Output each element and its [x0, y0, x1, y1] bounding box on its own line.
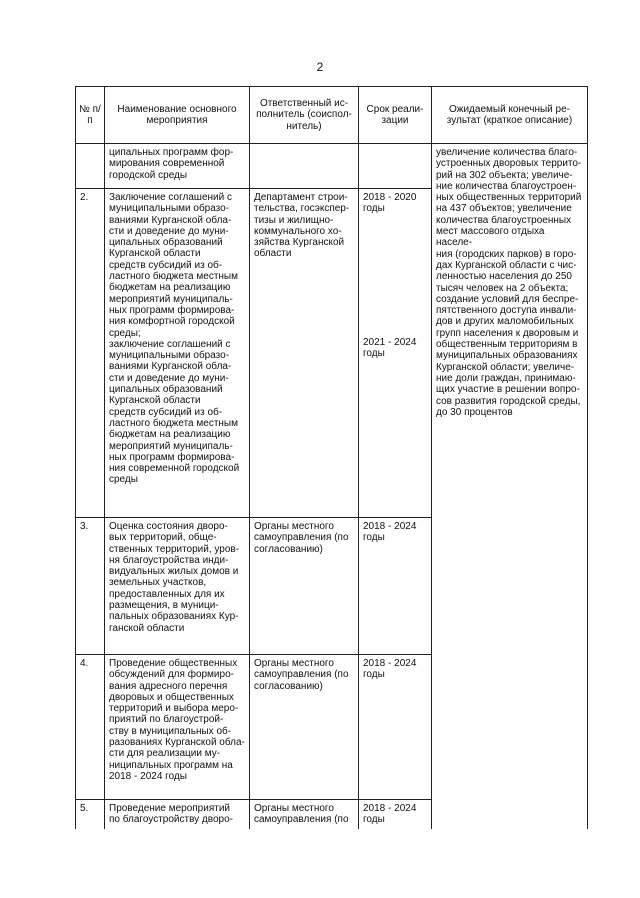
row-number-cell: 5.	[76, 800, 105, 829]
header-term: Срок реали- зации	[359, 87, 432, 144]
header-number: № п/ п	[76, 87, 105, 144]
table-row	[76, 144, 588, 189]
row-number-cell: 4.	[76, 655, 105, 800]
page-number: 2	[316, 60, 324, 74]
header-executor: Ответственный ис- полнитель (соиспол- нитель)	[250, 87, 359, 144]
term-second: 2021 - 2024 годы	[363, 336, 417, 359]
measure-name-cell: Проведение общественных обсуждений для формиро- вания адресного перечня дворовых и общественных территорий и выбора меро- приятий по благоустрой- ству в муниципальных об- разованиях Курганской обла- сти для реализации му- ниципальных программ на 2018 - 2024 годы	[105, 655, 250, 800]
measure-name-cell: Проведение мероприятий по благоустройству дворо-	[105, 800, 250, 829]
measure-name-cell: Заключение соглашений с муниципальными образо- ваниями Курганской обла- сти и доведение до муни- ципальных образований Курганской области средств субсидий из об- ластного бюджета местным бюджетам на реализацию мероприятий муниципаль- ных программ формирова- ния комфортной городской среды; заключение соглашений с муниципальными образо- ваниями Курганской обла- сти и доведение до муни- ципальных образований Курганской области средств субсидий из об- ластного бюджета местным бюджетам на реализацию мероприятий муниципаль- ных программ формирова- ния современной городской среды	[105, 189, 250, 518]
executor-cell	[250, 144, 359, 189]
table-header-row	[76, 87, 588, 144]
executor-cell: Органы местного самоуправления (по согласованию)	[250, 518, 359, 655]
term-first: 2018 - 2020 годы	[363, 192, 417, 215]
term-cell	[359, 189, 432, 518]
expected-result-cell: увеличение количества благо- устроенных дворовых террито- рий на 302 объекта; увеличе- ние количества благоустроен- ных общественных территорий на 437 объектов; увеличение количества благоустроенных мест массового отдыха населе- ния (городских парков) в горо- дах Курганской области с чис- ленностью населения до 250 тысяч человек на 2 объекта; создание условий для беспре- пятственного доступа инвали- дов и других маломобильных групп населения к дворовым и общественным территориям в муниципальных образованиях Курганской области; увеличе- ние доли граждан, принимаю- щих участие в решении вопро- сов развития городской среды, до 30 процентов	[432, 144, 588, 829]
term-cell: 2018 - 2024 годы	[359, 655, 432, 800]
term-cell: 2018 - 2024 годы	[359, 518, 432, 655]
measure-name-cell: Оценка состояния дворо- вых территорий, обще- ственных территорий, уров- ня благоустройства инди- видуальных жилых домов и земельных участков, предоставленных для их размещения, в муници- пальных образованиях Кур- ганской области	[105, 518, 250, 655]
measure-name-cell: ципальных программ фор- мирования современной городской среды	[105, 144, 250, 189]
term-cell: 2018 - 2024 годы	[359, 800, 432, 829]
executor-cell: Департамент строи- тельства, госэкспер- тизы и жилищно- коммунального хо- зяйства Курганской области	[250, 189, 359, 518]
header-measure-name: Наименование основного мероприятия	[105, 87, 250, 144]
executor-cell: Органы местного самоуправления (по	[250, 800, 359, 829]
measures-table	[75, 86, 588, 829]
header-expected-result: Ожидаемый конечный ре- зультат (краткое описание)	[432, 87, 588, 144]
row-number-cell: 2.	[76, 189, 105, 518]
executor-cell: Органы местного самоуправления (по согласованию)	[250, 655, 359, 800]
term-cell	[359, 144, 432, 189]
row-number-cell	[76, 144, 105, 189]
row-number-cell: 3.	[76, 518, 105, 655]
